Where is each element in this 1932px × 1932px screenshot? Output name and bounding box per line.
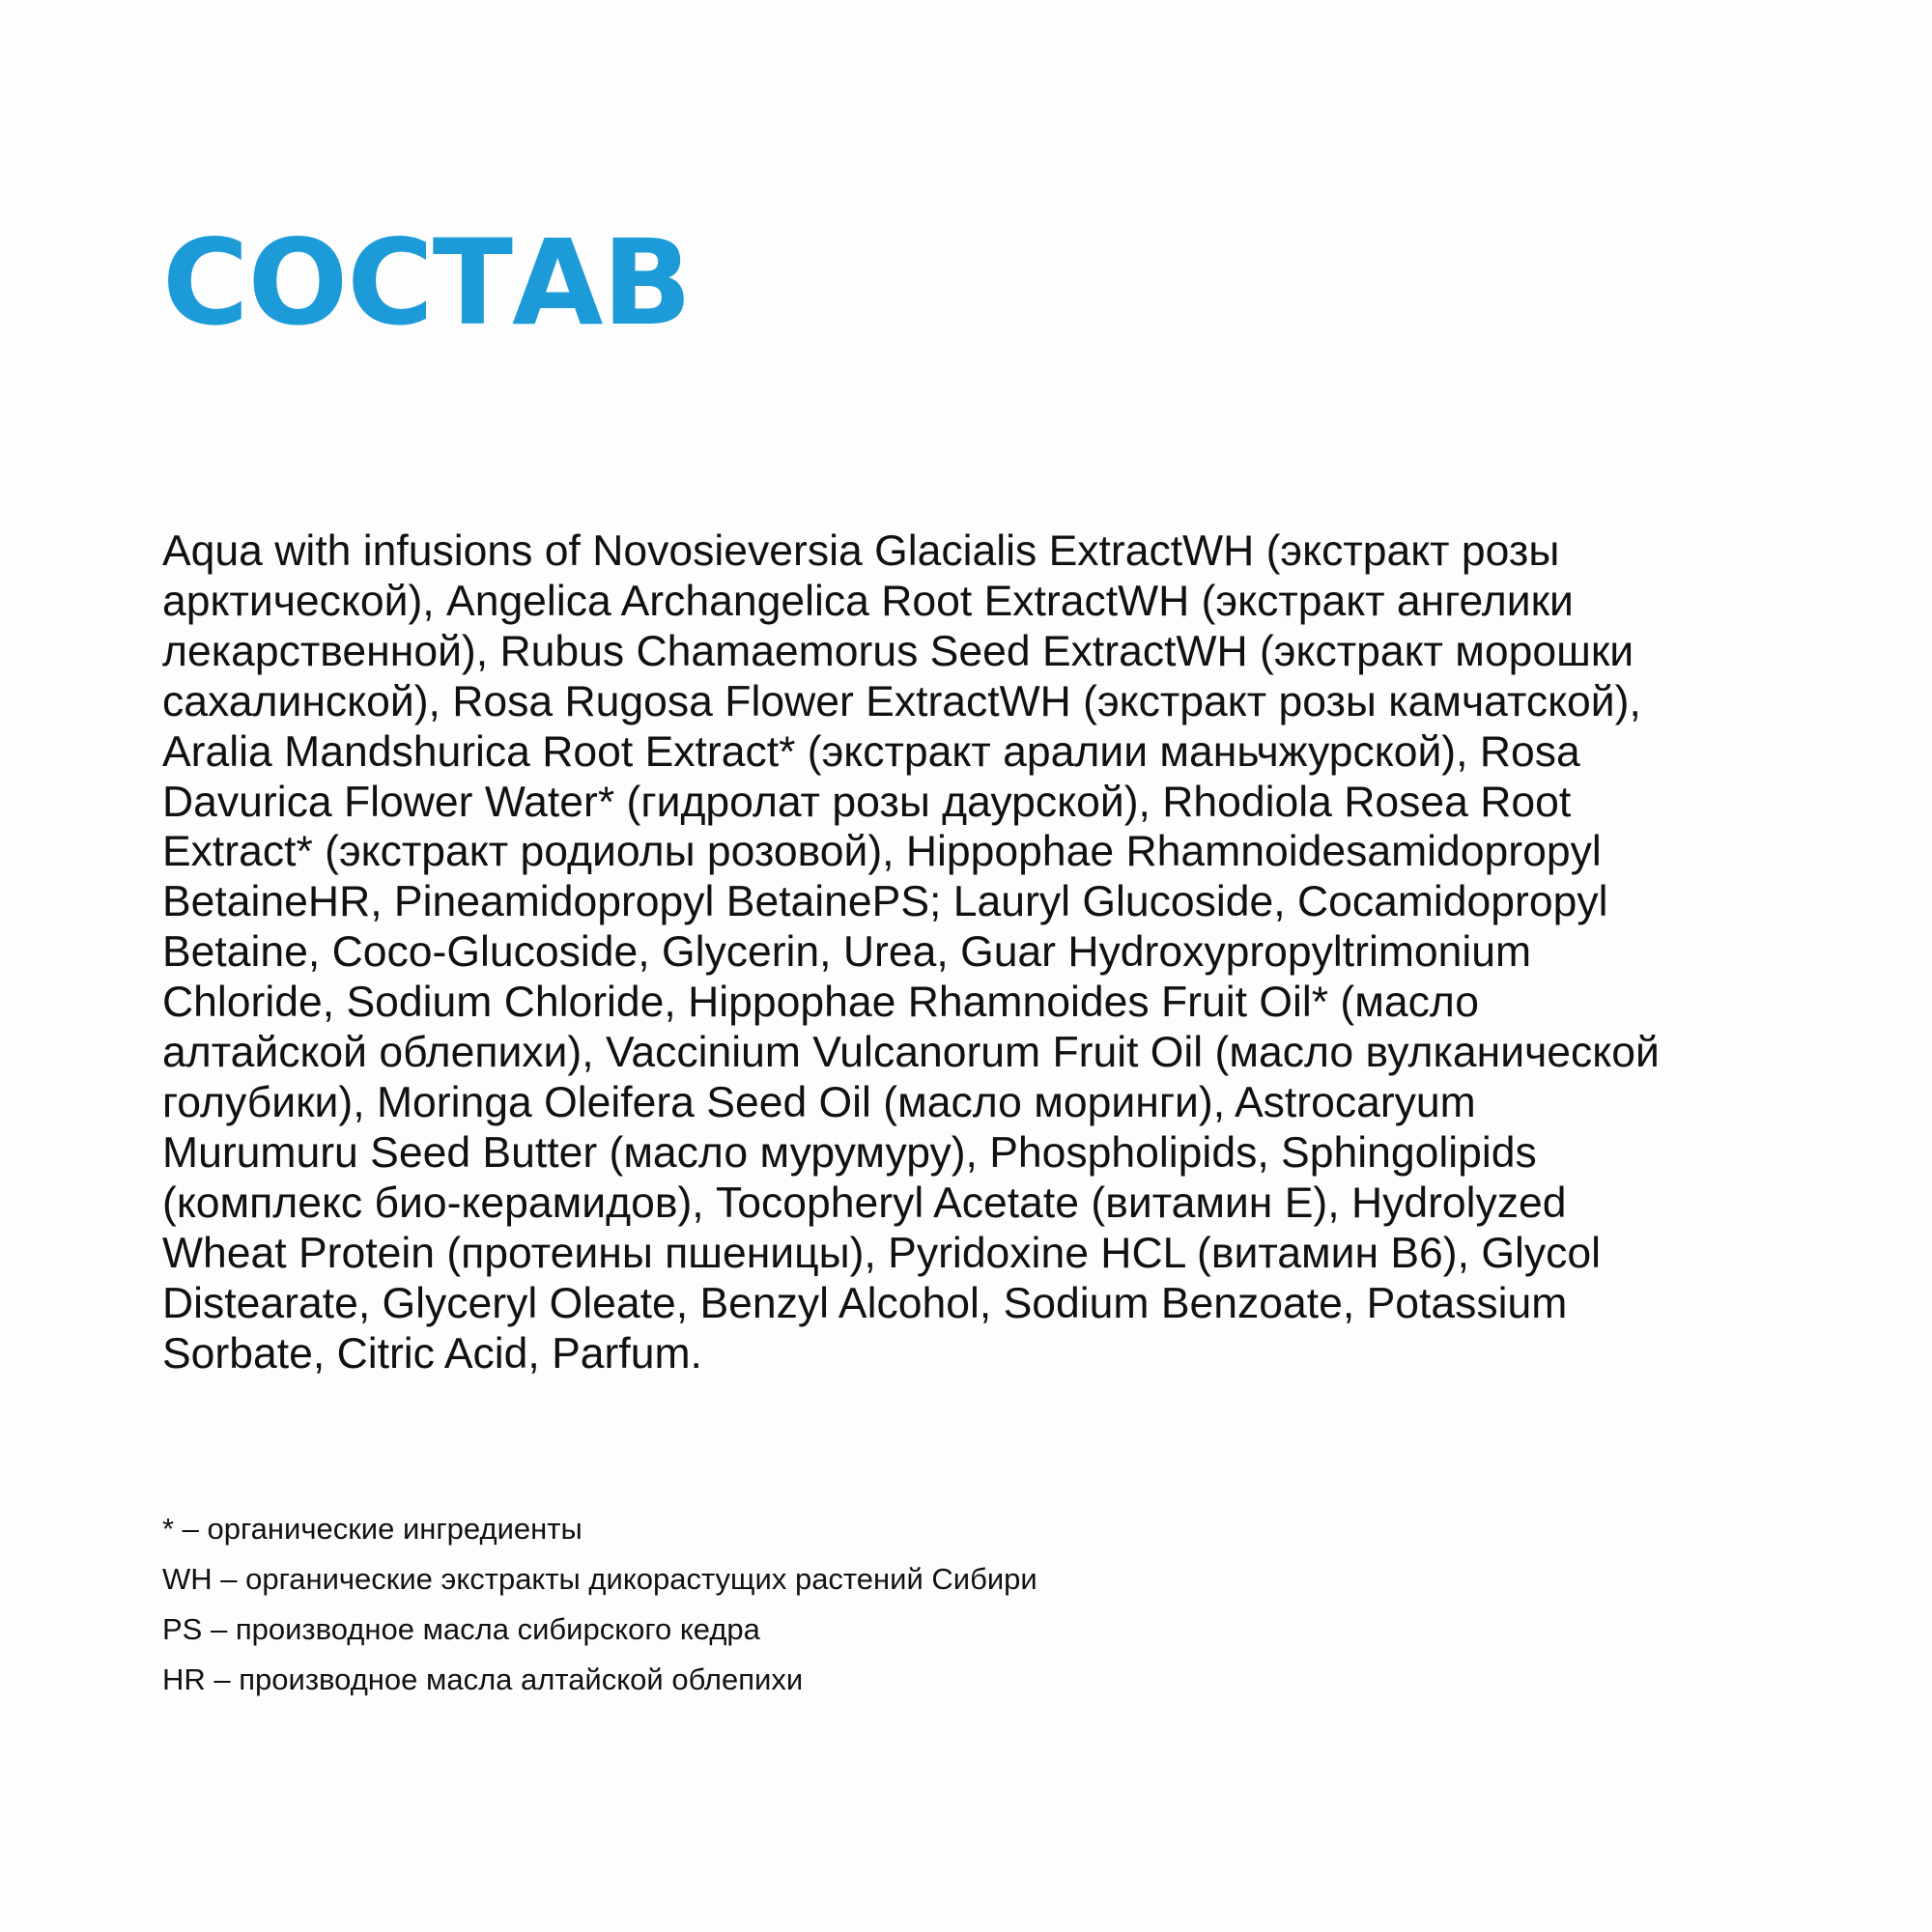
ingredients-line: лекарственной), Rubus Chamaemorus Seed ExtractWH (экстракт морошки	[162, 627, 1634, 675]
ingredients-line: Distearate, Glyceryl Oleate, Benzyl Alcohol, Sodium Benzoate, Potassium	[162, 1279, 1568, 1327]
legend-item-organic: * – органические ингредиенты	[162, 1512, 582, 1546]
legend-item-wh: WH – органические экстракты дикорастущих растений Сибири	[162, 1562, 1037, 1596]
ingredients-line: голубики), Moringa Oleifera Seed Oil (масло моринги), Astrocaryum	[162, 1078, 1476, 1126]
ingredients-line: BetaineHR, Pineamidopropyl BetainePS; Lauryl Glucoside, Cocamidopropyl	[162, 878, 1608, 926]
ingredients-line: Murumuru Seed Butter (масло мурумуру), Phospholipids, Sphingolipids	[162, 1128, 1537, 1177]
legend-item-hr: HR – производное масла алтайской облепихи	[162, 1662, 804, 1696]
ingredients-line: сахалинской), Rosa Rugosa Flower ExtractWH (экстракт розы камчатской),	[162, 677, 1641, 725]
ingredients-line: Aralia Mandshurica Root Extract* (экстракт аралии маньчжурской), Rosa	[162, 727, 1580, 776]
ingredients-line: Betaine, Coco-Glucoside, Glycerin, Urea, Guar Hydroxypropyltrimonium	[162, 928, 1532, 977]
ingredients-line: Extract* (экстракт родиолы розовой), Hippophae Rhamnoidesamidopropyl	[162, 828, 1602, 876]
ingredients-line: арктической), Angelica Archangelica Root ExtractWH (экстракт ангелики	[162, 577, 1574, 625]
ingredients-line: Wheat Protein (протеины пшеницы), Pyridoxine HCL (витамин В6), Glycol	[162, 1229, 1601, 1277]
ingredients-list	[162, 526, 1732, 1378]
page-title: СОСТАВ	[162, 214, 692, 352]
ingredients-line: Chloride, Sodium Chloride, Hippophae Rhamnoides Fruit Oil* (масло	[162, 979, 1480, 1027]
ingredients-line: (комплекс био-керамидов), Tocopheryl Acetate (витамин Е), Hydrolyzed	[162, 1179, 1567, 1227]
footnote-legend	[162, 1504, 1037, 1705]
ingredients-line: Aqua with infusions of Novosieversia Glacialis ExtractWH (экстракт розы	[162, 527, 1560, 575]
ingredients-line: Sorbate, Citric Acid, Parfum.	[162, 1329, 702, 1378]
ingredients-line: Davurica Flower Water* (гидролат розы даурской), Rhodiola Rosea Root	[162, 778, 1572, 826]
legend-item-ps: PS – производное масла сибирского кедра	[162, 1612, 760, 1646]
ingredients-line: алтайской облепихи), Vaccinium Vulcanorum Fruit Oil (масло вулканической	[162, 1029, 1660, 1077]
